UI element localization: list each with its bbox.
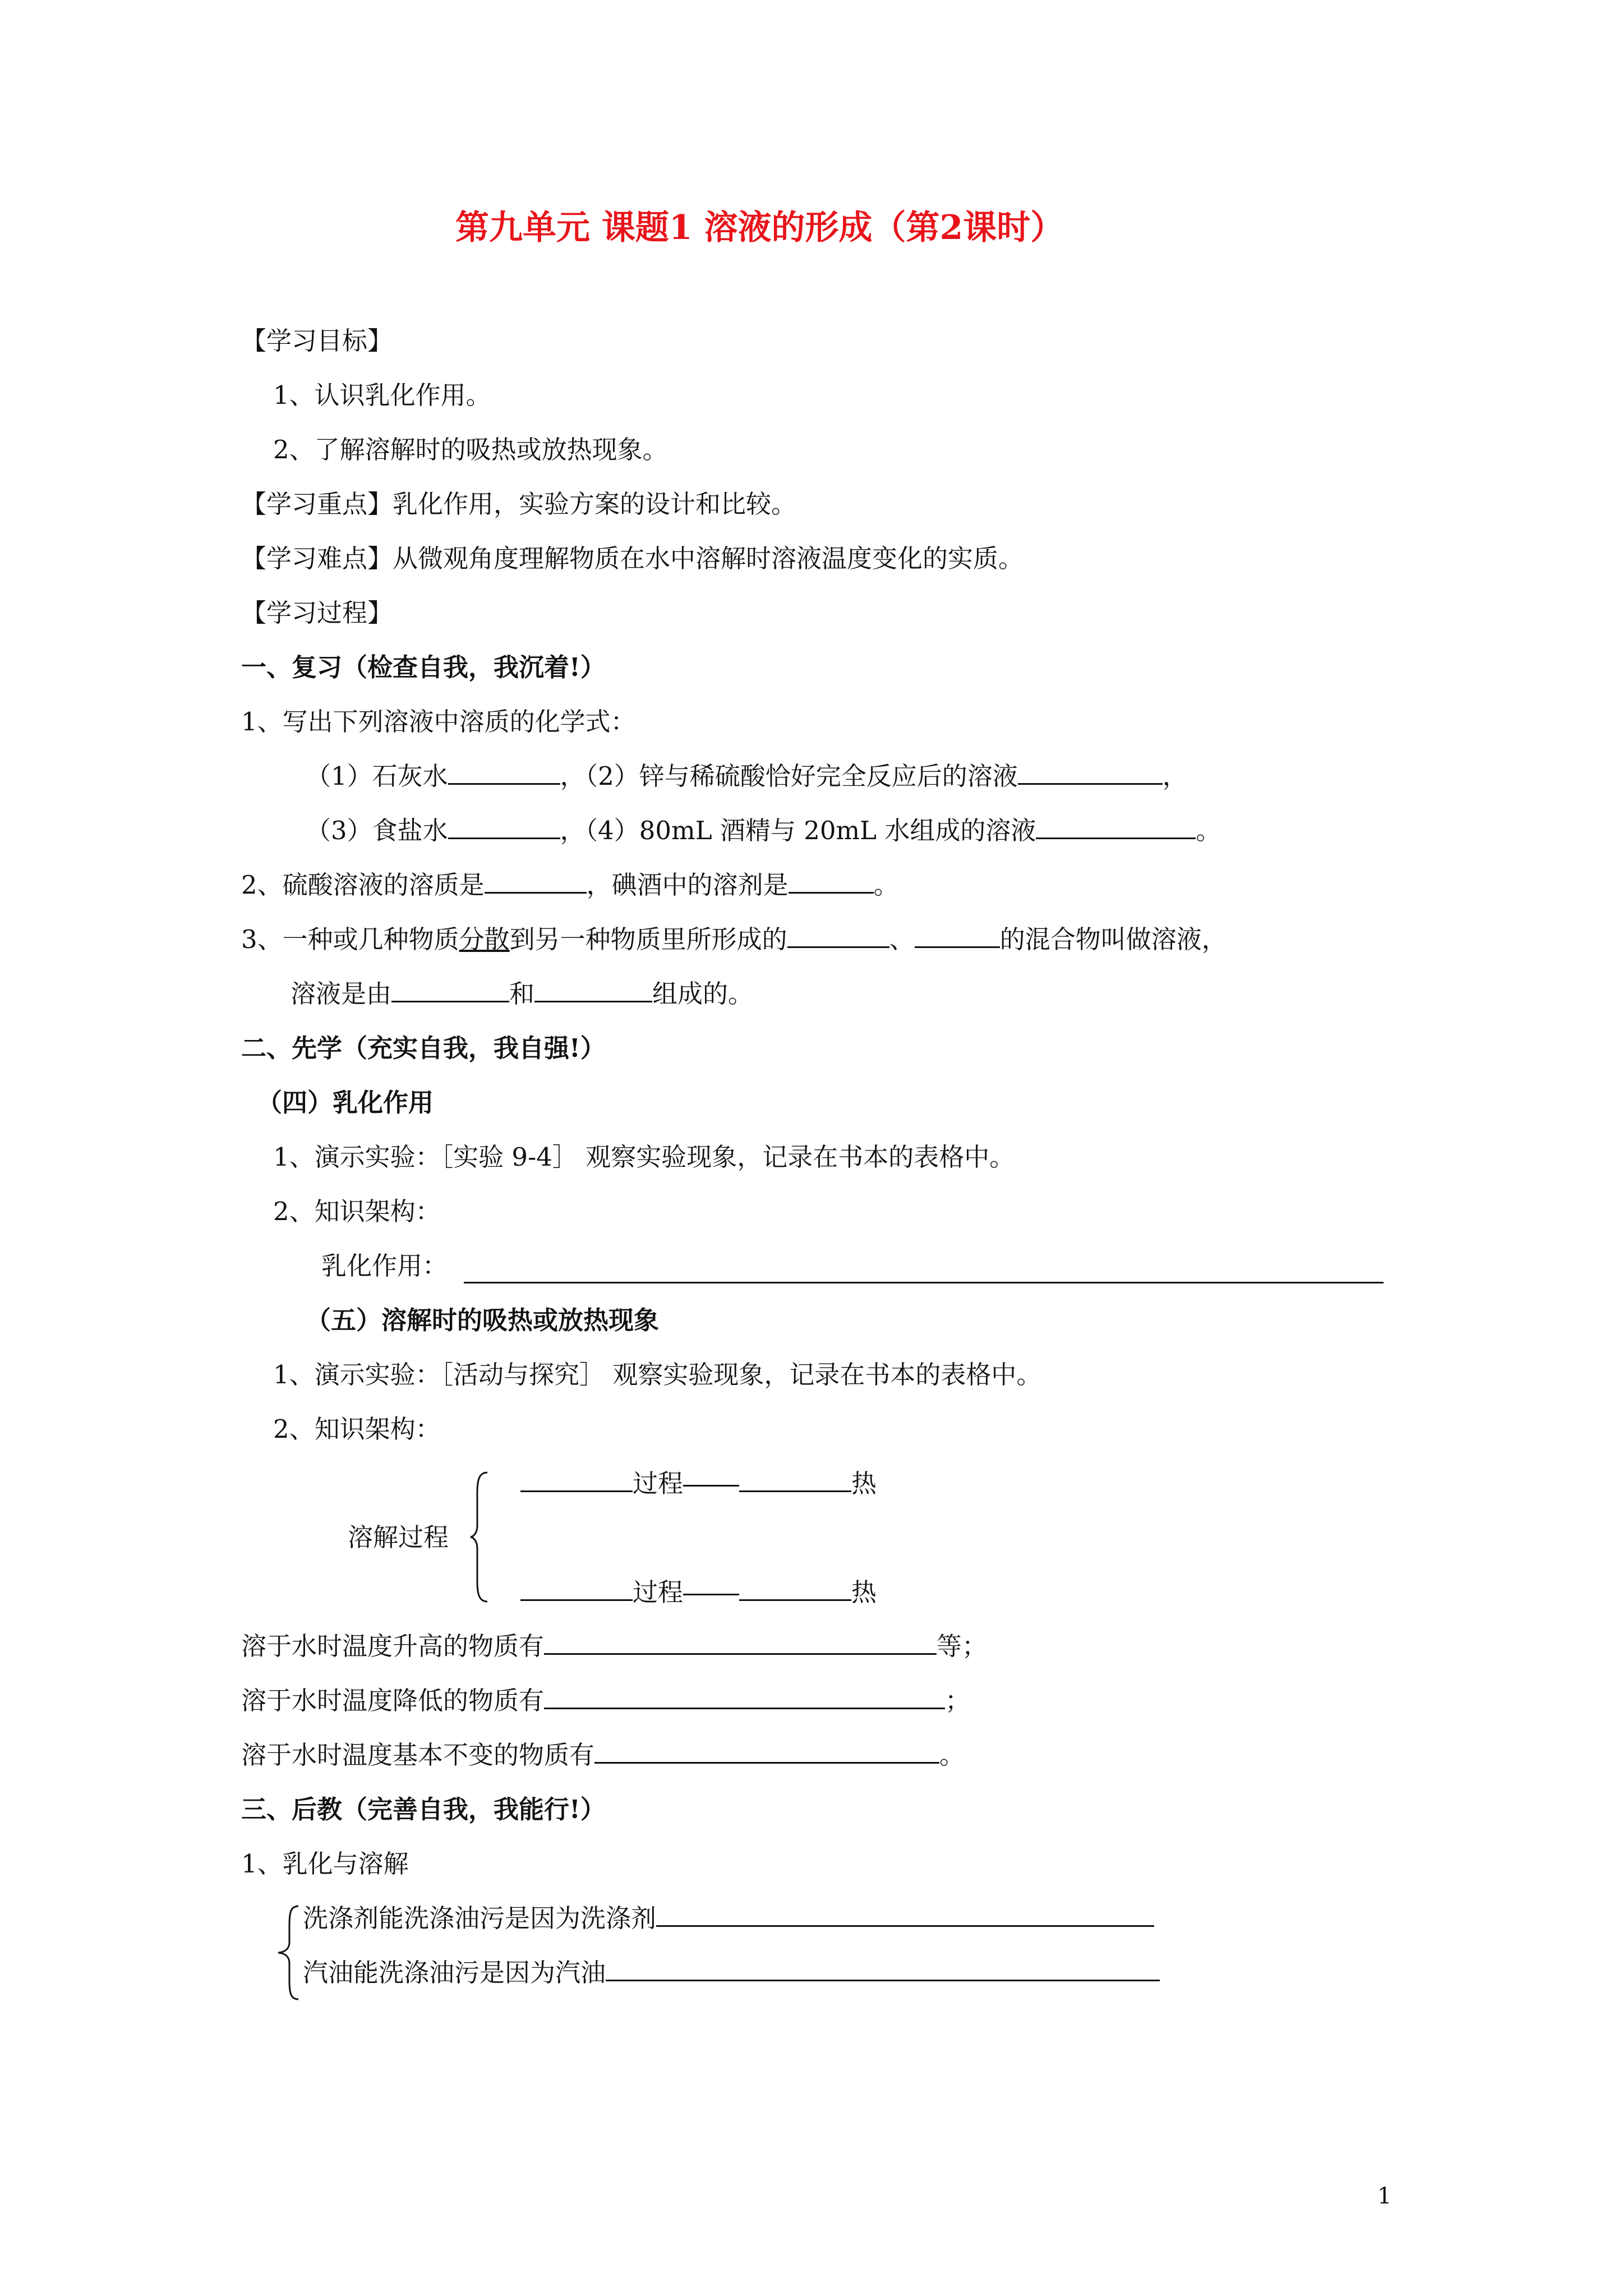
answer-blank[interactable]: [485, 891, 587, 894]
q3-text-6: 和: [509, 979, 535, 1009]
subsection-4-item-2: 2、知识架构：: [273, 1197, 441, 1226]
q3-text-7: 组成的。: [652, 979, 754, 1009]
subsection-5-item-2: 2、知识架构：: [273, 1414, 441, 1444]
answer-blank[interactable]: [915, 946, 1000, 948]
subsection-5-item-1: 1、演示实验：［活动与探究］ 观察实验现象，记录在书本的表格中。: [273, 1360, 1042, 1389]
q1-item-2: ，（2）锌与稀硫酸恰好完全反应后的溶液: [560, 761, 1018, 791]
answer-blank[interactable]: [448, 783, 560, 785]
answer-blank[interactable]: [391, 1000, 509, 1002]
q3-text-2: 到另一种物质里所形成的: [509, 924, 787, 954]
question-1: 1、写出下列溶液中溶质的化学式：: [241, 707, 636, 737]
q1-item-4: ，（4）80mL 酒精与 20mL 水组成的溶液: [560, 816, 1036, 845]
temp-drop-line: [241, 1688, 970, 1713]
temp-same-line: [241, 1742, 965, 1768]
process-text: 过程: [633, 1577, 684, 1607]
question-1-row-2: [306, 818, 1221, 843]
question-2: [241, 872, 899, 898]
subsection-4-title: （四）乳化作用: [257, 1088, 434, 1117]
detergent-text: 洗涤剂能洗涤油污是因为洗涤剂: [303, 1903, 657, 1933]
dissolve-process-label: 溶解过程: [348, 1522, 449, 1552]
q3-underlined-word: 分散: [459, 924, 510, 954]
process-header: 【学习过程】: [241, 598, 393, 628]
process-text: 过程: [633, 1469, 684, 1498]
page-number: 1: [1377, 2183, 1392, 2209]
gasoline-text: 汽油能洗涤油污是因为汽油: [303, 1958, 606, 1987]
goal-header: 【学习目标】: [241, 326, 393, 356]
temp-rise-text: 溶于水时温度升高的物质有: [241, 1631, 545, 1661]
answer-blank[interactable]: [534, 1000, 652, 1002]
answer-blank[interactable]: [544, 1653, 937, 1655]
answer-line[interactable]: [464, 1282, 1384, 1283]
page-title: 第九单元 课题1 溶液的形成（第2课时）: [455, 208, 1064, 247]
question-1-row-1: [306, 763, 1188, 789]
answer-blank[interactable]: [448, 837, 560, 839]
temp-rise-end: 等；: [937, 1631, 988, 1661]
temp-same-end: 。: [939, 1740, 965, 1770]
q2-text-1: 2、硫酸溶液的溶质是: [241, 870, 485, 900]
temp-same-text: 溶于水时温度基本不变的物质有: [241, 1740, 595, 1770]
gasoline-line: [303, 1960, 1160, 1985]
q1-item-1: （1）石灰水: [306, 761, 448, 791]
goal-item-2: 2、了解溶解时的吸热或放热现象。: [273, 435, 668, 464]
q1-row-2-end: 。: [1196, 816, 1221, 845]
section-3-item-1: 1、乳化与溶解: [241, 1849, 409, 1879]
difficulty-text: 从微观角度理解物质在水中溶解时溶液温度变化的实质。: [393, 544, 1024, 573]
answer-blank[interactable]: [789, 891, 874, 894]
answer-blank[interactable]: [544, 1707, 945, 1709]
dissolve-row-2: [520, 1577, 877, 1607]
difficulty-label: 【学习难点】: [241, 544, 393, 573]
dash-line: [683, 1485, 739, 1487]
subsection-4-item-1: 1、演示实验：［实验 9-4］ 观察实验现象，记录在书本的表格中。: [273, 1142, 1015, 1172]
dash-line: [683, 1594, 739, 1595]
answer-blank[interactable]: [520, 1490, 633, 1492]
question-3-row-1: [241, 924, 1227, 954]
subsection-5-title: （五）溶解时的吸热或放热现象: [306, 1305, 660, 1335]
question-3-row-2: [291, 979, 754, 1009]
answer-blank[interactable]: [739, 1490, 851, 1492]
q3-text-1: 3、一种或几种物质: [241, 924, 459, 954]
detergent-line: [303, 1903, 1154, 1933]
heat-text: 热: [851, 1469, 877, 1498]
emulsification-label: 乳化作用：: [321, 1251, 448, 1281]
q3-text-3: 、: [889, 924, 915, 954]
focus-text: 乳化作用，实验方案的设计和比较。: [393, 489, 797, 519]
q2-text-3: 。: [873, 870, 899, 900]
temp-drop-end: ；: [945, 1686, 971, 1715]
answer-blank[interactable]: [594, 1761, 939, 1764]
goal-item-1: 1、认识乳化作用。: [273, 380, 491, 410]
dissolve-row-1: [520, 1471, 877, 1496]
left-brace-icon: [274, 1903, 302, 2004]
answer-blank[interactable]: [787, 946, 889, 948]
q2-text-2: ，碘酒中的溶剂是: [586, 870, 789, 900]
section-2-title: 二、先学（充实自我，我自强!）: [241, 1033, 606, 1063]
answer-blank[interactable]: [606, 1979, 1160, 1981]
q1-row-1-end: ，: [1162, 761, 1188, 791]
section-3-title: 三、后教（完善自我，我能行!）: [241, 1795, 606, 1824]
answer-blank[interactable]: [1036, 837, 1196, 839]
focus-label: 【学习重点】: [241, 489, 393, 519]
temp-drop-text: 溶于水时温度降低的物质有: [241, 1686, 545, 1715]
focus-line: [241, 491, 796, 517]
answer-blank[interactable]: [1018, 783, 1163, 785]
heat-text: 热: [851, 1577, 877, 1607]
section-1-title: 一、复习（检查自我，我沉着!）: [241, 652, 606, 682]
q3-text-5: 溶液是由: [291, 979, 392, 1009]
left-brace-icon: [468, 1470, 491, 1604]
q3-text-4: 的混合物叫做溶液，: [999, 924, 1227, 954]
answer-blank[interactable]: [520, 1599, 633, 1601]
q1-item-3: （3）食盐水: [306, 816, 448, 845]
answer-blank[interactable]: [739, 1599, 851, 1601]
difficulty-line: [241, 546, 1023, 571]
temp-rise-line: [241, 1631, 988, 1661]
answer-blank[interactable]: [656, 1925, 1154, 1927]
